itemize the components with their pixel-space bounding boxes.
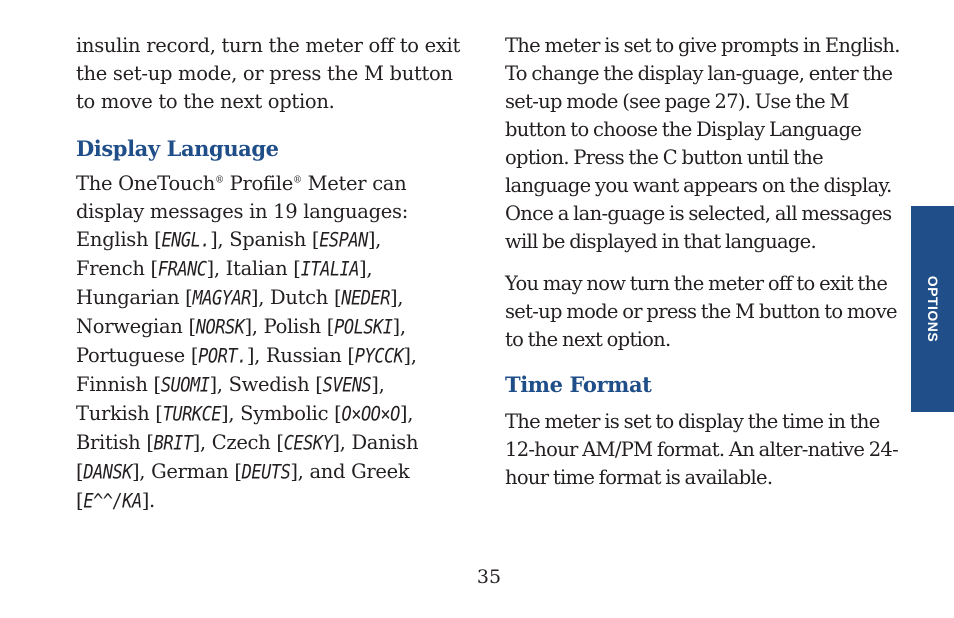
time-format-paragraph: The meter is set to display the time in the 12-hour AM/PM format. An alter-native 24-hour time format is available. <box>505 410 899 489</box>
lcd-code: DANSK <box>83 461 132 485</box>
right-column <box>505 32 905 492</box>
language-paragraph <box>76 170 474 516</box>
language-entry: Italian [ITALIA], <box>226 257 373 280</box>
lcd-code: NEDER <box>341 287 390 311</box>
paragraph-start: The OneTouch <box>76 172 216 195</box>
lcd-code: CESKY <box>283 432 333 456</box>
lcd-code: SVENS <box>322 374 372 398</box>
lcd-code: ESPAN <box>319 229 368 253</box>
language-entry: Finnish [SUOMI], <box>76 373 229 396</box>
language-entry: Turkish [TURKCE], <box>76 402 240 425</box>
language-entry: Portuguese [PORT.], <box>76 344 266 367</box>
language-entry: Symbolic [O×OO×O], <box>240 402 413 425</box>
lcd-code: MAGYAR <box>192 287 251 311</box>
lcd-code: PYCCK <box>354 345 404 369</box>
language-entry: Swedish [SVENS], <box>229 373 385 396</box>
language-entry: Czech [CESKY], <box>212 431 352 454</box>
language-instructions-paragraph: The meter is set to give prompts in English. To change the display lan-guage, enter the set-up mode (see page 27). Use the M button to choose the Display Language option. Press the C button until the language you want appears on the display. Once a lan-guage is selected, all messages will be displayed in that language. <box>505 34 900 253</box>
lcd-code: ENGL. <box>161 229 211 253</box>
language-entry: Russian [PYCCK], <box>266 344 417 367</box>
exit-paragraph: You may now turn the meter off to exit the set-up mode or press the M button to move to the next option. <box>505 272 897 351</box>
language-entry: Greek <box>351 460 410 483</box>
language-entry: [DANSK], <box>76 460 151 483</box>
lcd-code: O×OO×O <box>341 403 400 427</box>
lcd-code: FRANC <box>157 258 207 282</box>
section-tab <box>911 206 954 412</box>
language-entry: Norwegian [NORSK], <box>76 315 264 338</box>
language-entry: Hungarian [MAGYAR], <box>76 286 270 309</box>
section-tab-label: OPTIONS <box>924 275 941 343</box>
intro-paragraph: insulin record, turn the meter off to exit the set-up mode, or press the M button to move to the next option. <box>76 34 461 113</box>
time-format-heading: Time Format <box>505 372 652 397</box>
language-entry: Polish [POLSKI], <box>264 315 406 338</box>
lcd-code: POLSKI <box>334 316 393 340</box>
language-entry: [E^^/KA]. <box>76 489 155 512</box>
lcd-code: SUOMI <box>160 374 210 398</box>
paragraph-middle: Meter can display messages in 19 languages: <box>76 172 408 223</box>
page-number: 35 <box>476 566 502 588</box>
language-entry: Dutch [NEDER], <box>270 286 403 309</box>
language-entry: British [BRIT], <box>76 431 212 454</box>
display-language-heading: Display Language <box>76 136 279 161</box>
lcd-code: DEUTS <box>241 461 291 485</box>
language-entry: German [DEUTS], and <box>151 460 351 483</box>
lcd-code: NORSK <box>195 316 245 340</box>
lcd-code: BRIT <box>153 432 193 456</box>
language-entry: Danish <box>351 431 419 454</box>
registered-mark: ® <box>292 175 302 186</box>
profile-word: Profile <box>223 172 293 195</box>
language-entry: French [FRANC], <box>76 257 226 280</box>
lcd-code: PORT. <box>198 345 247 369</box>
lcd-code: ITALIA <box>300 258 360 282</box>
language-entry: English [ENGL.], <box>76 228 229 251</box>
lcd-code: E^^/KA <box>83 490 142 514</box>
registered-mark: ® <box>215 175 224 186</box>
language-entry: Spanish [ESPAN], <box>229 228 381 251</box>
left-column <box>76 32 474 516</box>
lcd-code: TURKCE <box>162 403 222 427</box>
